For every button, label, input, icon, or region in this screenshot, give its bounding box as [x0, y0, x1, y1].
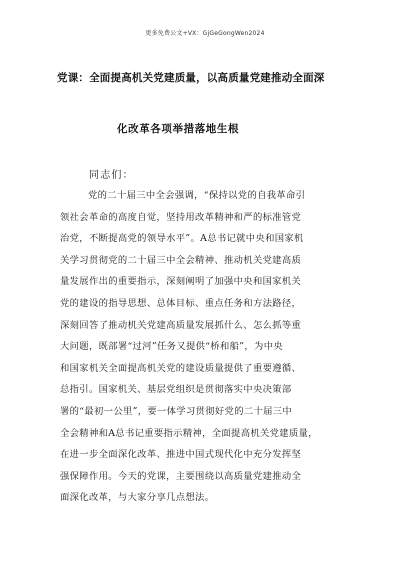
body-line: 总指引。国家机关、基层党组织是贯彻落实中央决策部 — [60, 384, 292, 396]
body-line: 在进一步全面深化改革、推进中国式现代化中充分发挥坚 — [60, 449, 302, 461]
body-line: 深刻回答了推动机关党建高质量发展抓什么、怎么抓等重 — [60, 319, 302, 331]
body-line: 治党，不断提高党的领导水平”。A总书记就中央和国家机 — [60, 233, 304, 245]
body-line: 强保障作用。今天的党课，主要围绕以高质量党建推动全 — [60, 470, 302, 482]
body-line: 量发展作出的重要指示，深刻阐明了加强中央和国家机关 — [60, 276, 302, 288]
body-line: 面深化改革，与大家分享几点想法。 — [60, 492, 215, 504]
body-line: 党的建设的指导思想、总体目标、重点任务和方法路径， — [60, 297, 302, 309]
document-title-line-1: 党课：全面提高机关党建质量，以高质量党建推动全面深 — [57, 72, 325, 84]
body-line: 党的二十届三中全会强调，“保持以党的自我革命引 — [88, 190, 306, 201]
body-line: 大问题，既部署“过河”任务又提供“桥和船”，为中央 — [60, 341, 283, 353]
body-line: 全会精神和A总书记重要指示精神，全面提高机关党建质量， — [60, 427, 318, 439]
greeting: 同志们： — [89, 170, 134, 181]
body-line: 关学习贯彻党的二十届三中全会精神、推动机关党建高质 — [60, 254, 302, 266]
header-note: 更多免费公文+VX：GjGeGongWen2024 — [145, 30, 265, 37]
body-line: 和国家机关全面提高机关党的建设质量提供了重要遵循、 — [60, 362, 302, 374]
body-line: 领社会革命的高度自觉，坚持用改革精神和严的标准管党 — [60, 211, 302, 223]
body-text — [60, 185, 356, 509]
document-title-line-2: 化改革各项举措落地生根 — [117, 123, 240, 135]
body-line: 署的“最初一公里”，要一体学习贯彻好党的二十届三中 — [60, 405, 293, 417]
